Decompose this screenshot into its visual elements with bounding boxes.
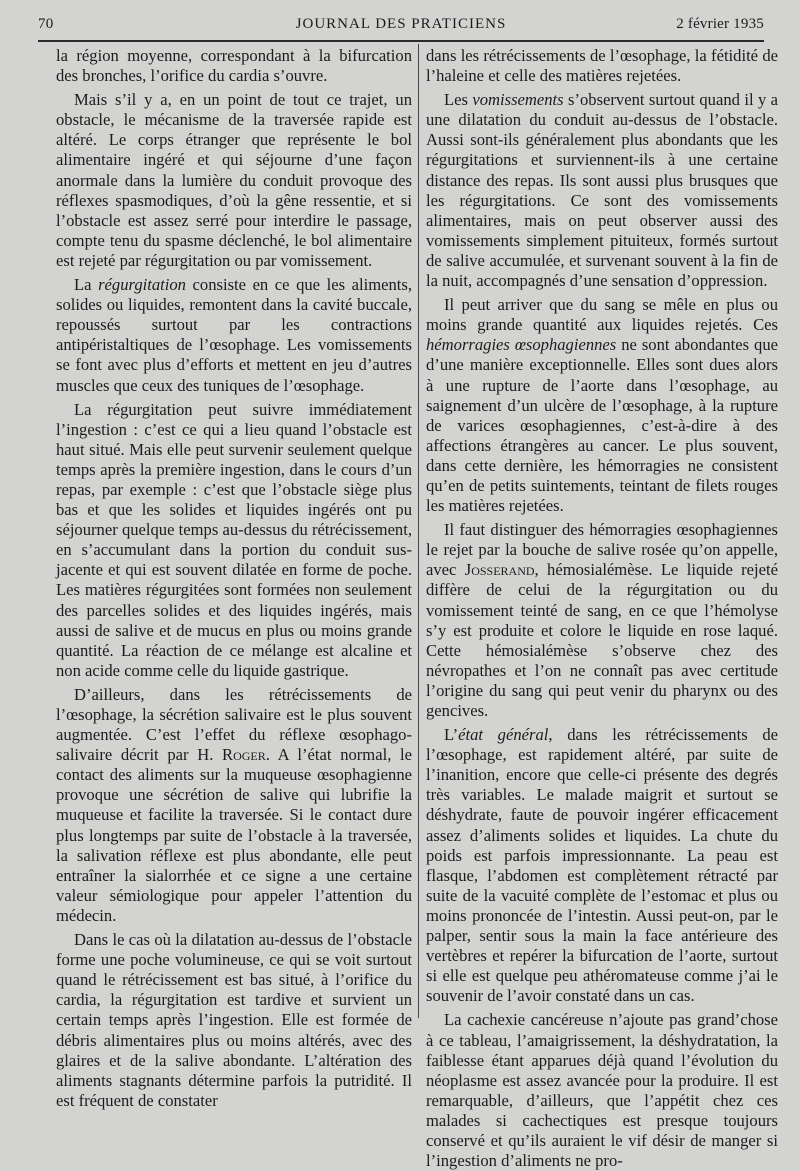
issue-date: 2 février 1935 bbox=[676, 16, 764, 32]
page-header bbox=[38, 14, 764, 38]
paragraph bbox=[426, 520, 778, 721]
paragraph bbox=[426, 725, 778, 1006]
italic-term: vomissements bbox=[472, 90, 564, 110]
italic-term: état général bbox=[458, 725, 549, 745]
paragraph bbox=[56, 275, 412, 396]
left-column bbox=[56, 46, 412, 1110]
author-name: Josserand bbox=[464, 560, 535, 580]
italic-term: hémorragies œsophagiennes bbox=[426, 335, 617, 355]
paragraph: La cachexie cancéreuse n’ajoute pas grand’chose à ce tableau, l’amaigrissement, la déshydratation, la faiblesse étant apparues déjà quand l’évolution du néoplasme est assez avancée pour la produire. Il est remarquable, d’ailleurs, que l’appétit chez ces malades si cachectiques est presque toujours conservé et qu’ils auraient le vif désir de manger si l’ingestion d’aliments ne pro- bbox=[426, 1010, 778, 1171]
text-run: s’observent surtout quand il y a une dilatation du conduit au-dessus de l’obstacle. Aussi sont-ils généralement plus abondants que les régurgitations et surviennent-ils à une certaine distance des repas. Ils sont aussi plus brusques que les régurgitations. Ce sont des vomissements alimentaires, mais on peut observer aussi des vomissements simplement pituiteux, formés surtout de salive accumulée, et survenant souvent à la fin de la nuit, accompagnés d’une sensation d’oppression. bbox=[426, 90, 778, 291]
paragraph bbox=[56, 685, 412, 926]
paragraph: Dans le cas où la dilatation au-dessus de l’obstacle forme une poche volumineuse, ce qui se voit surtout quand le rétrécissement est bas situé, à l’orifice du cardia, la régurgitation est tardive et survient un certain temps après l’ingestion. Elle est formée de débris alimentaires plus ou moins altérés, avec des glaires et de la salive abondante. L’altération des aliments stagnants détermine parfois la putridité. Il est fréquent de constater bbox=[56, 930, 412, 1110]
text-run: , hémosialémèse. Le liquide rejeté diffère de celui de la régurgitation ou du vomissement teinté de sang, en ce que l’hémolyse s’y est produite et colore le liquide en rose laqué. Cette hémosialémèse s’observe chez des névropathes et l’on ne connaît pas avec certitude l’origine du sang qui peut venir du pharynx ou des gencives. bbox=[426, 560, 778, 720]
text-run: . A l’état normal, le contact des aliments sur la muqueuse œsophagienne provoque une sécrétion de salive qui lubrifie la muqueuse et facilite la traversée. Si le contact dure plus longtemps par suite de l’obstacle à la traversée, la salivation réflexe est plus abondante, elle peut entraîner la sialorrhée et ce signe a une certaine valeur sémiologique pour appeler l’attention du médecin. bbox=[56, 745, 412, 925]
text-run: La bbox=[74, 275, 99, 295]
author-name: Roger bbox=[222, 745, 266, 765]
paragraph: La régurgitation peut suivre immédiatement l’ingestion : c’est ce qui a lieu quand l’obstacle est haut situé. Mais elle peut survenir seulement quelque temps après la première ingestion, dans le cours d’un repas, par exemple : c’est que l’obstacle siège plus bas et que les solides et liquides ingérés ont pu séjourner quelque temps au-dessus du rétrécissement, en s’accumulant dans la portion du conduit sus-jacente et qui est souvent dilatée en forme de poche. Les matières régurgitées sont formées non seulement des parcelles solides et des liquides ingérés, mais aussi de salive et de mucus en plus ou moins grande quantité. La réaction de ce mélange est alcaline et non acide comme celle du liquide gastrique. bbox=[56, 399, 412, 680]
italic-term: régurgitation bbox=[98, 275, 186, 295]
text-run: Les bbox=[444, 90, 473, 110]
paragraph: la région moyenne, correspondant à la bifurcation des bronches, l’orifice du cardia s’ouvre. bbox=[56, 46, 412, 86]
text-run: L’ bbox=[444, 725, 459, 745]
journal-title: JOURNAL DES PRATICIENS bbox=[295, 16, 507, 32]
right-column bbox=[426, 46, 778, 1171]
text-run: , dans les rétrécissements de l’œsophage, est rapidement altéré, par suite de l’inanition, encore que celle-ci présente des degrés très variables. Le malade maigrit et surtout se déshydrate, faute de pouvoir ingérer efficacement assez d’aliments solides et liquides. La chute du poids est parfois impressionnante. La peau est flasque, l’abdomen est complètement rétracté par suite de la vacuité complète de l’estomac et plus ou moins prononcée de l’intestin. Aussi peut-on, par le palper, sentir sous la main la face antérieure des vertèbres et repérer la bifurcation de l’aorte, surtout si elle est quelque peu athéromateuse comme j’ai le souvenir de l’avoir constaté dans un cas. bbox=[426, 725, 778, 1006]
text-run: ne sont abondantes que d’une manière exceptionnelle. Elles sont dues alors à une rupture de l’aorte dans l’œsophage, au saignement d’un ulcère de l’œsophage, à la rupture de varices œsophagiennes, c’est-à-dire à des affections étrangères au cancer. Le plus souvent, dans cette dernière, les hémorragies ne consistent qu’en de petits suintements, teintant de filets rouges les matières rejetées. bbox=[426, 335, 778, 516]
header-rule bbox=[38, 40, 764, 42]
paragraph: Mais s’il y a, en un point de tout ce trajet, un obstacle, le mécanisme de la traversée rapide est altéré. Le corps étranger que représente le bol alimentaire ingéré et qui séjourne d’une façon anormale dans la lumière du conduit provoque des réflexes spasmodiques, d’où la gêne ressentie, et si l’obstacle est assez serré pour interdire le passage, compte tenu du spasme déclenché, le bol alimentaire est rejeté par régurgitation ou par vomissement. bbox=[56, 90, 412, 270]
column-divider bbox=[418, 44, 419, 1018]
text-run: Il peut arriver que du sang se mêle en plus ou moins grande quantité aux liquides rejetés. Ces bbox=[426, 295, 778, 335]
text-run: consiste en ce que les aliments, solides ou liquides, remontent dans la cavité buccale, repoussés surtout par les contractions antipéristaltiques de l’œsophage. Les vomissements se font avec plus d’efforts et mettent en jeu d’autres muscles que ceux des tuniques de l’œsophage. bbox=[56, 275, 412, 395]
text-run: D’ailleurs, dans les rétrécissements de l’œsophage, la sécrétion salivaire est le plus souvent augmentée. C’est l’effet du réflexe œsophago-salivaire décrit par H. bbox=[56, 684, 412, 765]
paragraph bbox=[426, 295, 778, 516]
page-number: 70 bbox=[38, 16, 54, 32]
paragraph: dans les rétrécissements de l’œsophage, la fétidité de l’haleine et celle des matières rejetées. bbox=[426, 46, 778, 86]
paragraph bbox=[426, 90, 778, 291]
text-run: Il faut distinguer des hémorragies œsophagiennes le rejet par la bouche de salive rosée qu’on appelle, avec bbox=[426, 520, 778, 580]
